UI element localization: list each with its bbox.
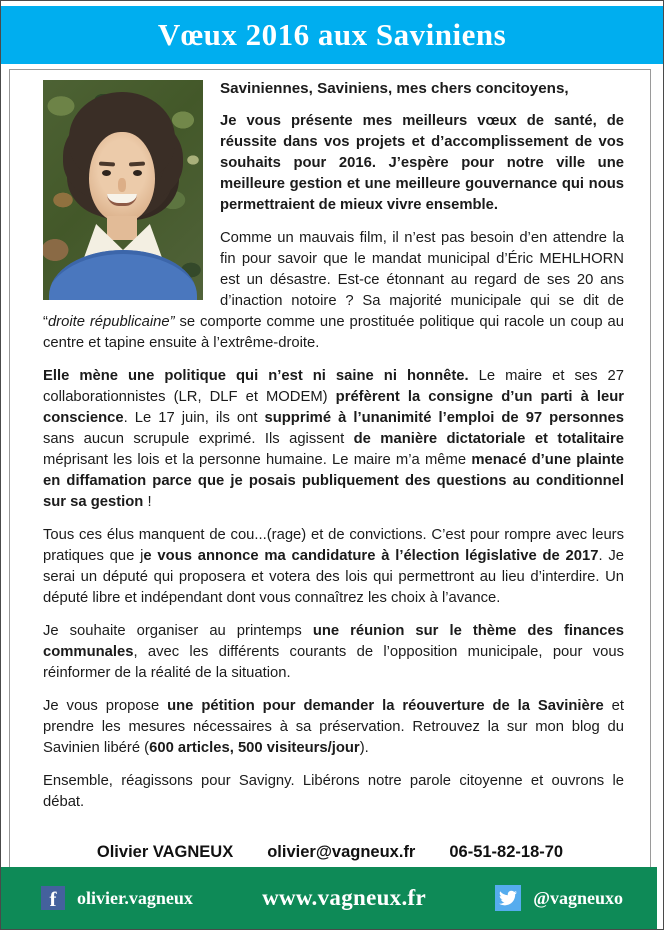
blue-sweater <box>49 250 197 300</box>
paragraph-ensemble: Ensemble, réagissons pour Savigny. Libérons notre parole citoyenne et ouvrons le débat. <box>43 773 624 810</box>
face <box>89 132 155 222</box>
paragraph-candidature: Tous ces élus manquent de cou...(rage) et de convictions. C’est pour rompre avec leurs pratiques que je vous annonce ma candidature à l’élection législative de 2017. Je serai un député qui proposera et votera des lois qui permettront au lieu d’interdire. Un député libre et indépendant dont vous connaîtrez les choix à l’avance. <box>43 527 624 606</box>
footer-bar <box>1 867 657 929</box>
website-url[interactable]: www.vagneux.fr <box>262 885 426 910</box>
facebook-group[interactable] <box>41 886 193 910</box>
facebook-handle[interactable]: olivier.vagneux <box>77 887 193 908</box>
twitter-icon[interactable] <box>495 885 521 911</box>
facebook-icon[interactable]: f <box>41 886 65 910</box>
title-banner <box>1 6 663 64</box>
paragraph-petition: Je vous propose une pétition pour demander la réouverture de la Savinière et prendre les mesures nécessaires à sa préservation. Retrouvez la sur mon blog du Savinien libéré (600 articles, 500 visiteurs/jour). <box>43 698 625 756</box>
author-name: Olivier VAGNEUX <box>96 843 234 861</box>
author-email[interactable]: olivier@vagneux.fr <box>267 843 416 861</box>
paragraph-greeting: Saviniennes, Saviniens, mes chers concitoyens, <box>220 80 569 97</box>
eyebrow-right <box>129 161 145 166</box>
eyebrow-left <box>99 161 115 166</box>
paragraph-voeux: Je vous présente mes meilleurs vœux de santé, de réussite dans vos projets et d’accomplissement de vos souhaits pour 2016. J’espère pour notre ville une meilleure gestion et une meilleure gouvernance qui nous permettraient de mieux vivre ensemble. <box>220 113 624 213</box>
portrait-photo <box>43 80 203 300</box>
nose <box>118 178 126 192</box>
page-title: Vœux 2016 aux Saviniens <box>157 17 507 52</box>
smile <box>107 194 137 206</box>
neck <box>107 216 137 240</box>
paragraph-politique: Elle mène une politique qui n’est ni saine ni honnête. Le maire et ses 27 collaborationnistes (LR, DLF et MODEM) préfèrent la consigne d’un parti à leur conscience. Le 17 juin, ils ont supprimé à l’unanimité l’emploi de 97 personnes sans aucun scrupule exprimé. Ils agissent de manière dictatoriale et totalitaire méprisant les lois et la personne humaine. Le maire m’a même menacé d’une plainte en diffamation parce que je posais publiquement des questions au conditionnel sur sa gestion ! <box>43 368 625 510</box>
eye-right <box>133 170 142 176</box>
paragraph-reunion: Je souhaite organiser au printemps une réunion sur le thème des finances communales, avec les différents courants de l’opposition municipale, pour vous réinformer de la réalité de la situation. <box>43 623 624 681</box>
content-box <box>9 69 651 929</box>
paragraph-mandat: Comme un mauvais film, il n’est pas besoin d’en attendre la fin pour savoir que le mandat municipal d’Éric MEHLHORN est un désastre. Est-ce étonnant au regard de ses 20 ans d’inaction notoire ? Sa majorité municipale qui se dit de “droite républicaine” se comporte comme une prostituée politique qui racole un coup au centre et tapine ensuite à l’extrême-droite. <box>43 230 624 351</box>
signature-line <box>10 842 650 863</box>
author-phone[interactable]: 06-51-82-18-70 <box>449 843 564 861</box>
eye-left <box>102 170 111 176</box>
twitter-handle[interactable]: @vagneuxo <box>533 887 623 908</box>
twitter-group[interactable] <box>495 885 623 911</box>
